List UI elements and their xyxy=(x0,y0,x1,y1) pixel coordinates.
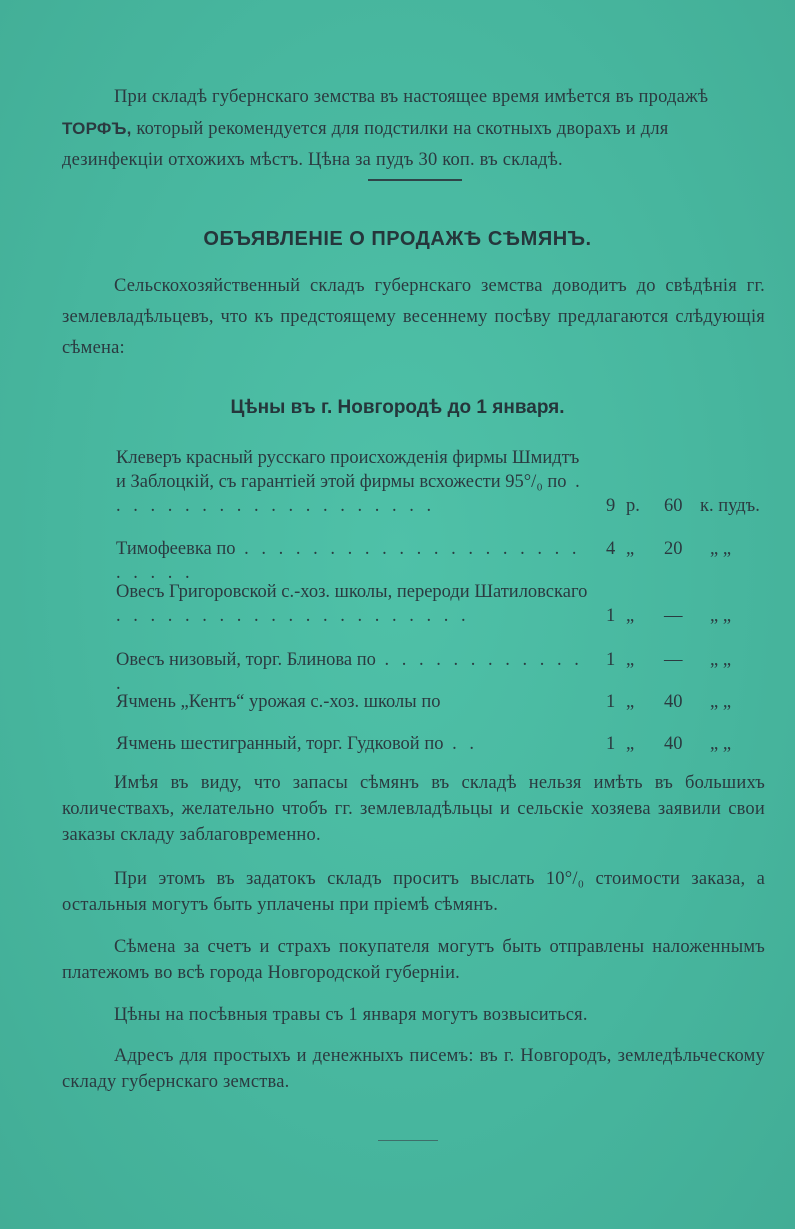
peat-notice-line2-rest: который рекомендуется для подстилки на скотныхъ дворахъ и для xyxy=(131,119,669,139)
price-value-oats-grigorov: 1 „ — „ „ xyxy=(606,606,732,626)
closing-ornament xyxy=(378,1140,438,1141)
paragraph-address: Адресъ для простыхъ и денежныхъ писемъ: въ г. Новгородъ, земледѣльческому складу губернскаго земства. xyxy=(62,1046,765,1092)
paragraph-price-increase: Цѣны на посѣвныя травы съ 1 января могутъ возвыситься. xyxy=(114,1005,588,1025)
price-item-barley-six-row: Ячмень шестигранный, торг. Гудковой по . . xyxy=(116,734,478,754)
peat-notice xyxy=(62,82,765,176)
peat-notice-line3: дезинфекціи отхожихъ мѣстъ. Цѣна за пудъ 30 коп. въ складѣ. xyxy=(62,150,563,170)
paragraph-deposit: При этомъ въ задатокъ складъ проситъ выслать 10°/₀ стоимости заказа, а остальныя могутъ быть уплачены при пріемѣ сѣмянъ. xyxy=(62,869,765,915)
announcement-paragraph: Сельскохозяйственный складъ губернскаго земства доводитъ до свѣдѣнія гг. землевладѣльцевъ, что къ предстоящему весеннему посѣву предлагаются слѣдующія сѣмена: xyxy=(62,276,765,358)
price-value-barley-six-row: 1 „ 40 „ „ xyxy=(606,734,732,754)
price-value-clover: 9 р. 60 к. пудъ. xyxy=(606,496,760,516)
price-value-timothy: 4 „ 20 „ „ xyxy=(606,539,732,559)
price-value-barley-kent: 1 „ 40 „ „ xyxy=(606,692,732,712)
price-item-barley-kent: Ячмень „Кентъ“ урожая с.-хоз. школы по xyxy=(116,692,441,712)
peat-notice-line2 xyxy=(62,113,765,145)
price-item-oats-lowland: Овесъ низовый, торг. Блинова по . . . . . . . . . . . . . xyxy=(116,650,583,694)
section-divider xyxy=(368,179,462,181)
paragraph-advance-orders: Имѣя въ виду, что запасы сѣмянъ въ складѣ нельзя имѣть въ большихъ количествахъ, желательно чтобъ гг. землевладѣльцы и сельскіе хозяева заявили свои заказы складу заблаговременно. xyxy=(62,773,765,845)
peat-notice-line1: При складѣ губернскаго земства въ настоящее время имѣется въ продажѣ xyxy=(114,87,709,107)
peat-word: ТОРФЪ, xyxy=(62,119,132,138)
announcement-title: ОБЪЯВЛЕНІЕ О ПРОДАЖѢ СѢМЯНЪ. xyxy=(203,228,592,250)
prices-title: Цѣны въ г. Новгородѣ до 1 января. xyxy=(230,397,565,418)
price-item-oats-grigorov: Овесъ Григоровской с.-хоз. школы, перероди Шатиловскаго . . . . . . . . . . . . . . . . . . . . . xyxy=(116,582,588,626)
price-item-name: Клеверъ красный русскаго происхожденія фирмы Шмидтъ и Заблоцкій, съ гарантіей этой фирмы всхожести 95°/₀ по xyxy=(116,448,580,492)
price-item-clover: Клеверъ красный русскаго происхожденія фирмы Шмидтъ и Заблоцкій, съ гарантіей этой фирмы всхожести 95°/₀ по . . . . . . . . . . . . . . . . . . . . xyxy=(116,448,584,516)
price-item-timothy: Тимофеевка по . . . . . . . . . . . . . . . . . . . . . . . . . xyxy=(116,539,581,583)
paragraph-shipping: Сѣмена за счетъ и страхъ покупателя могутъ быть отправлены наложеннымъ платежомъ во всѣ города Новгородской губерніи. xyxy=(62,937,765,983)
price-value-oats-lowland: 1 „ — „ „ xyxy=(606,650,732,670)
